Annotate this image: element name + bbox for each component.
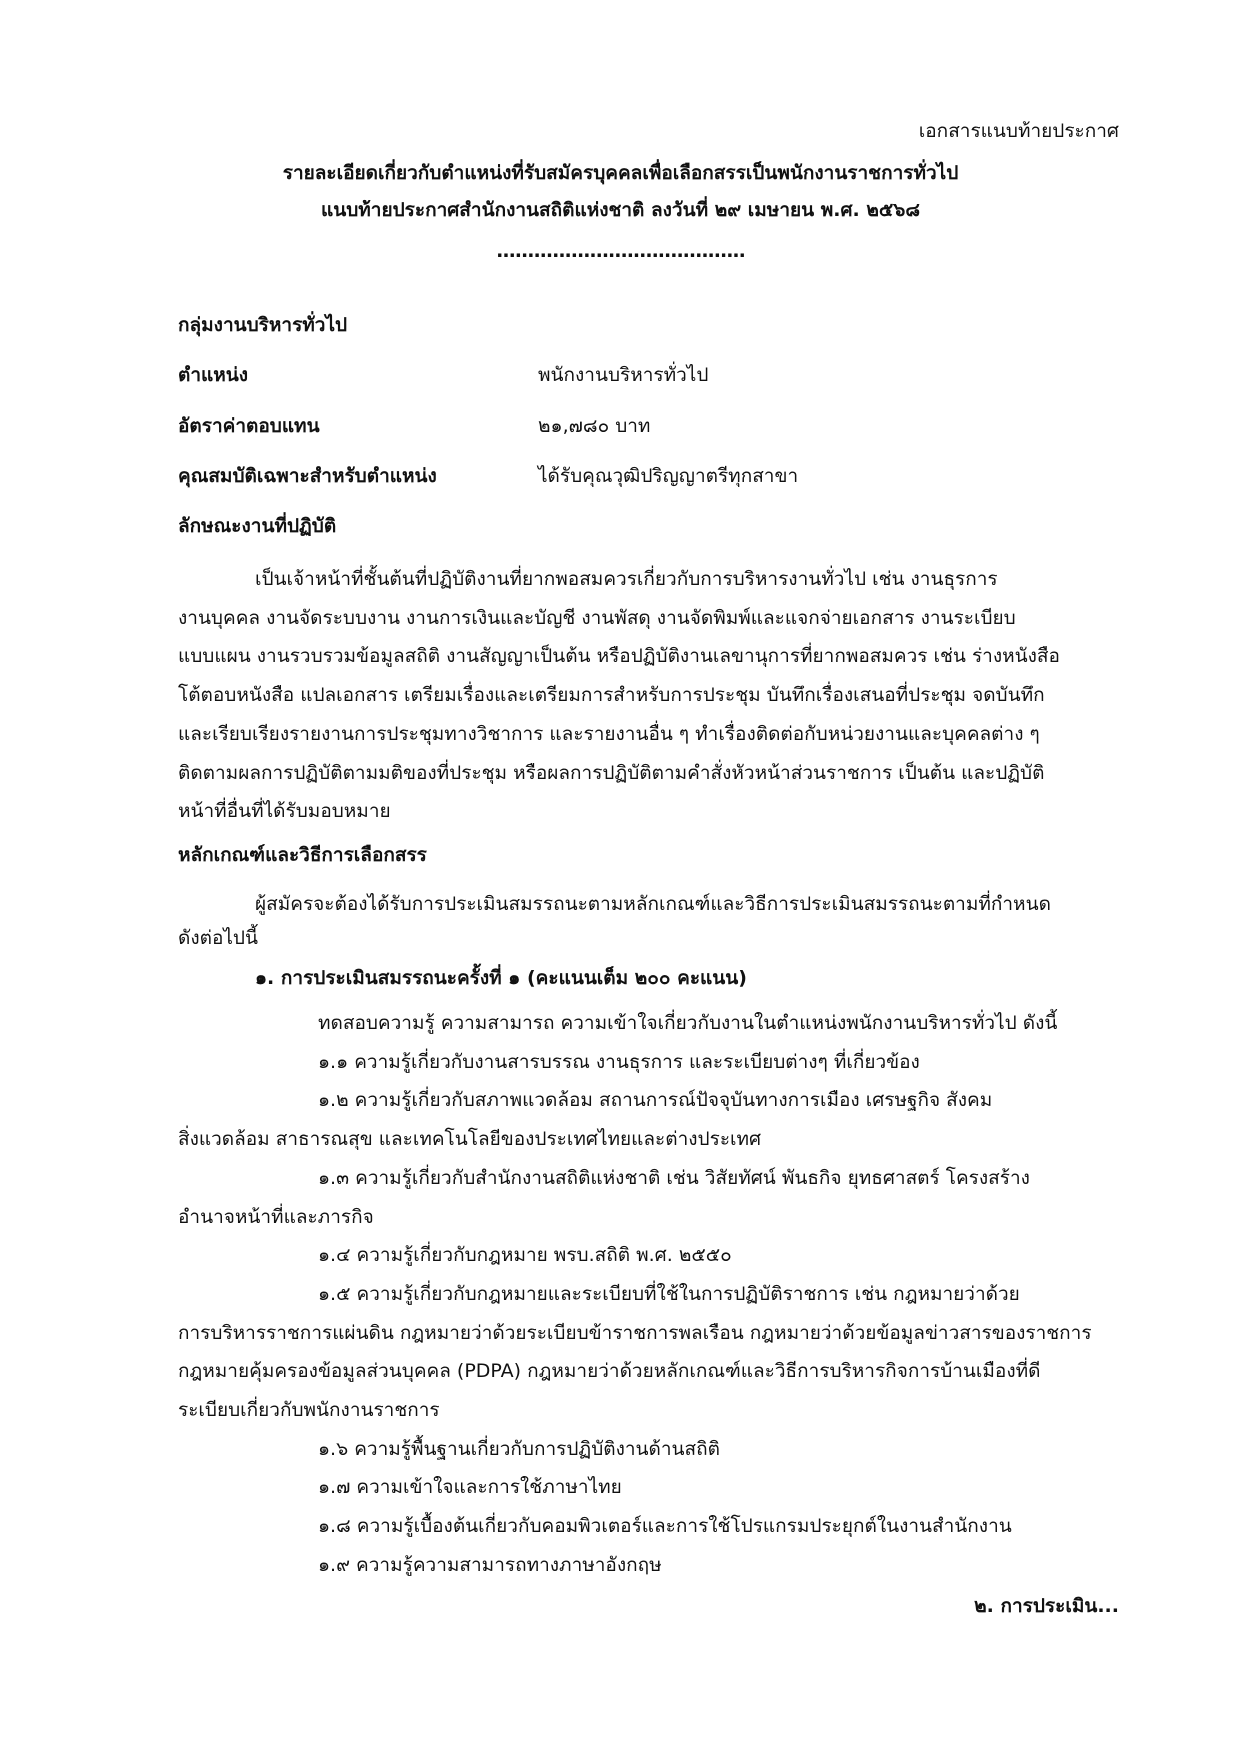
title-line-2: แนบท้ายประกาศสำนักงานสถิติแห่งชาติ ลงวันที่ ๒๙ เมษายน พ.ศ. ๒๕๖๘ [320,199,920,221]
criteria-item-1-9: ๑.๙ ความรู้ความสามารถทางภาษาอังกฤษ [318,1553,662,1576]
field-label-position: ตำแหน่ง [178,364,249,386]
continued-marker: ๒. การประเมิน... [974,1595,1119,1617]
separator: ........................................ [496,240,745,262]
criteria-item-1-7: ๑.๗ ความเข้าใจและการใช้ภาษาไทย [318,1476,622,1499]
duties-line: ติดตามผลการปฏิบัติตามมติของที่ประชุม หรือผลการปฏิบัติตามคำสั่งหัวหน้าส่วนราชการ เป็นต้น และปฏิบัติ [178,761,1045,784]
field-value-position: พนักงานบริหารทั่วไป [538,364,709,386]
attachment-label: เอกสารแนบท้ายประกาศ [918,120,1119,142]
criteria-item-1-5-cont: ระเบียบเกี่ยวกับพนักงานราชการ [178,1399,440,1422]
criteria-item-1-5-cont: กฎหมายคุ้มครองข้อมูลส่วนบุคคล (PDPA) กฎหมายว่าด้วยหลักเกณฑ์และวิธีการบริหารกิจการบ้านเมืองที่ดี [178,1360,1041,1383]
criteria-item-1-2: ๑.๒ ความรู้เกี่ยวกับสภาพแวดล้อม สถานการณ์ปัจจุบันทางการเมือง เศรษฐกิจ สังคม [318,1089,993,1112]
criteria-item-1-2-cont: สิ่งแวดล้อม สาธารณสุข และเทคโนโลยีของประเทศไทยและต่างประเทศ [178,1128,762,1151]
group-heading: กลุ่มงานบริหารทั่วไป [178,314,348,336]
duties-line: งานบุคคล งานจัดระบบงาน งานการเงินและบัญชี งานพัสดุ งานจัดพิมพ์และแจกจ่ายเอกสาร งานระเบียบ [178,606,1016,629]
criteria-intro [178,887,1118,955]
duties-paragraph [178,560,1118,831]
criteria-item-1-4: ๑.๔ ความรู้เกี่ยวกับกฎหมาย พรบ.สถิติ พ.ศ. ๒๕๕๐ [318,1244,732,1267]
duties-line: และเรียบเรียงรายงานการประชุมทางวิชาการ และรายงานอื่น ๆ ทำเรื่องติดต่อกับหน่วยงานและบุคคลต่าง ๆ [178,722,1040,745]
field-value-salary: ๒๑,๗๘๐ บาท [538,415,651,437]
duties-line: เป็นเจ้าหน้าที่ชั้นต้นที่ปฏิบัติงานที่ยากพอสมควรเกี่ยวกับการบริหารงานทั่วไป เช่น งานธุรการ [255,568,998,590]
round1-body [178,1004,1118,1585]
criteria-intro-line: ผู้สมัครจะต้องได้รับการประเมินสมรรถนะตามหลักเกณฑ์และวิธีการประเมินสมรรถนะตามที่กำหนด [255,893,1051,915]
criteria-item-1-5-cont: การบริหารราชการแผ่นดิน กฎหมายว่าด้วยระเบียบข้าราชการพลเรือน กฎหมายว่าด้วยข้อมูลข่าวสารของราชการ [178,1321,1092,1344]
criteria-item-1-3: ๑.๓ ความรู้เกี่ยวกับสำนักงานสถิติแห่งชาติ เช่น วิสัยทัศน์ พันธกิจ ยุทธศาสตร์ โครงสร้าง [318,1166,1030,1189]
criteria-item-1-5: ๑.๕ ความรู้เกี่ยวกับกฎหมายและระเบียบที่ใช้ในการปฏิบัติราชการ เช่น กฎหมายว่าด้วย [318,1282,1020,1305]
criteria-item-1-8: ๑.๘ ความรู้เบื้องต้นเกี่ยวกับคอมพิวเตอร์และการใช้โปรแกรมประยุกต์ในงานสำนักงาน [318,1515,1012,1538]
criteria-item-1-1: ๑.๑ ความรู้เกี่ยวกับงานสารบรรณ งานธุรการ และระเบียบต่างๆ ที่เกี่ยวข้อง [318,1050,920,1073]
field-value-qualification: ได้รับคุณวุฒิปริญญาตรีทุกสาขา [538,465,799,487]
round1-heading: ๑. การประเมินสมรรถนะครั้งที่ ๑ (คะแนนเต็ม ๒๐๐ คะแนน) [255,967,747,989]
duties-line: แบบแผน งานรวบรวมข้อมูลสถิติ งานสัญญาเป็นต้น หรือปฏิบัติงานเลขานุการที่ยากพอสมควร เช่น ร่างหนังสือ [178,645,1060,668]
criteria-heading: หลักเกณฑ์และวิธีการเลือกสรร [178,844,427,866]
duties-line: โต้ตอบหนังสือ แปลเอกสาร เตรียมเรื่องและเตรียมการสำหรับการประชุม บันทึกเรื่องเสนอที่ประชุม จดบันทึก [178,684,1045,707]
field-label-qualification: คุณสมบัติเฉพาะสำหรับตำแหน่ง [178,465,437,487]
title-line-1: รายละเอียดเกี่ยวกับตำแหน่งที่รับสมัครบุคคลเพื่อเลือกสรรเป็นพนักงานราชการทั่วไป [282,162,959,184]
round1-intro: ทดสอบความรู้ ความสามารถ ความเข้าใจเกี่ยวกับงานในตำแหน่งพนักงานบริหารทั่วไป ดังนี้ [318,1012,1058,1034]
field-label-salary: อัตราค่าตอบแทน [178,415,320,437]
criteria-item-1-3-cont: อำนาจหน้าที่และภารกิจ [178,1205,374,1228]
criteria-intro-line: ดังต่อไปนี้ [178,927,258,949]
duties-heading: ลักษณะงานที่ปฏิบัติ [178,515,337,537]
duties-line: หน้าที่อื่นที่ได้รับมอบหมาย [178,800,391,823]
criteria-item-1-6: ๑.๖ ความรู้พื้นฐานเกี่ยวกับการปฏิบัติงานด้านสถิติ [318,1437,720,1460]
